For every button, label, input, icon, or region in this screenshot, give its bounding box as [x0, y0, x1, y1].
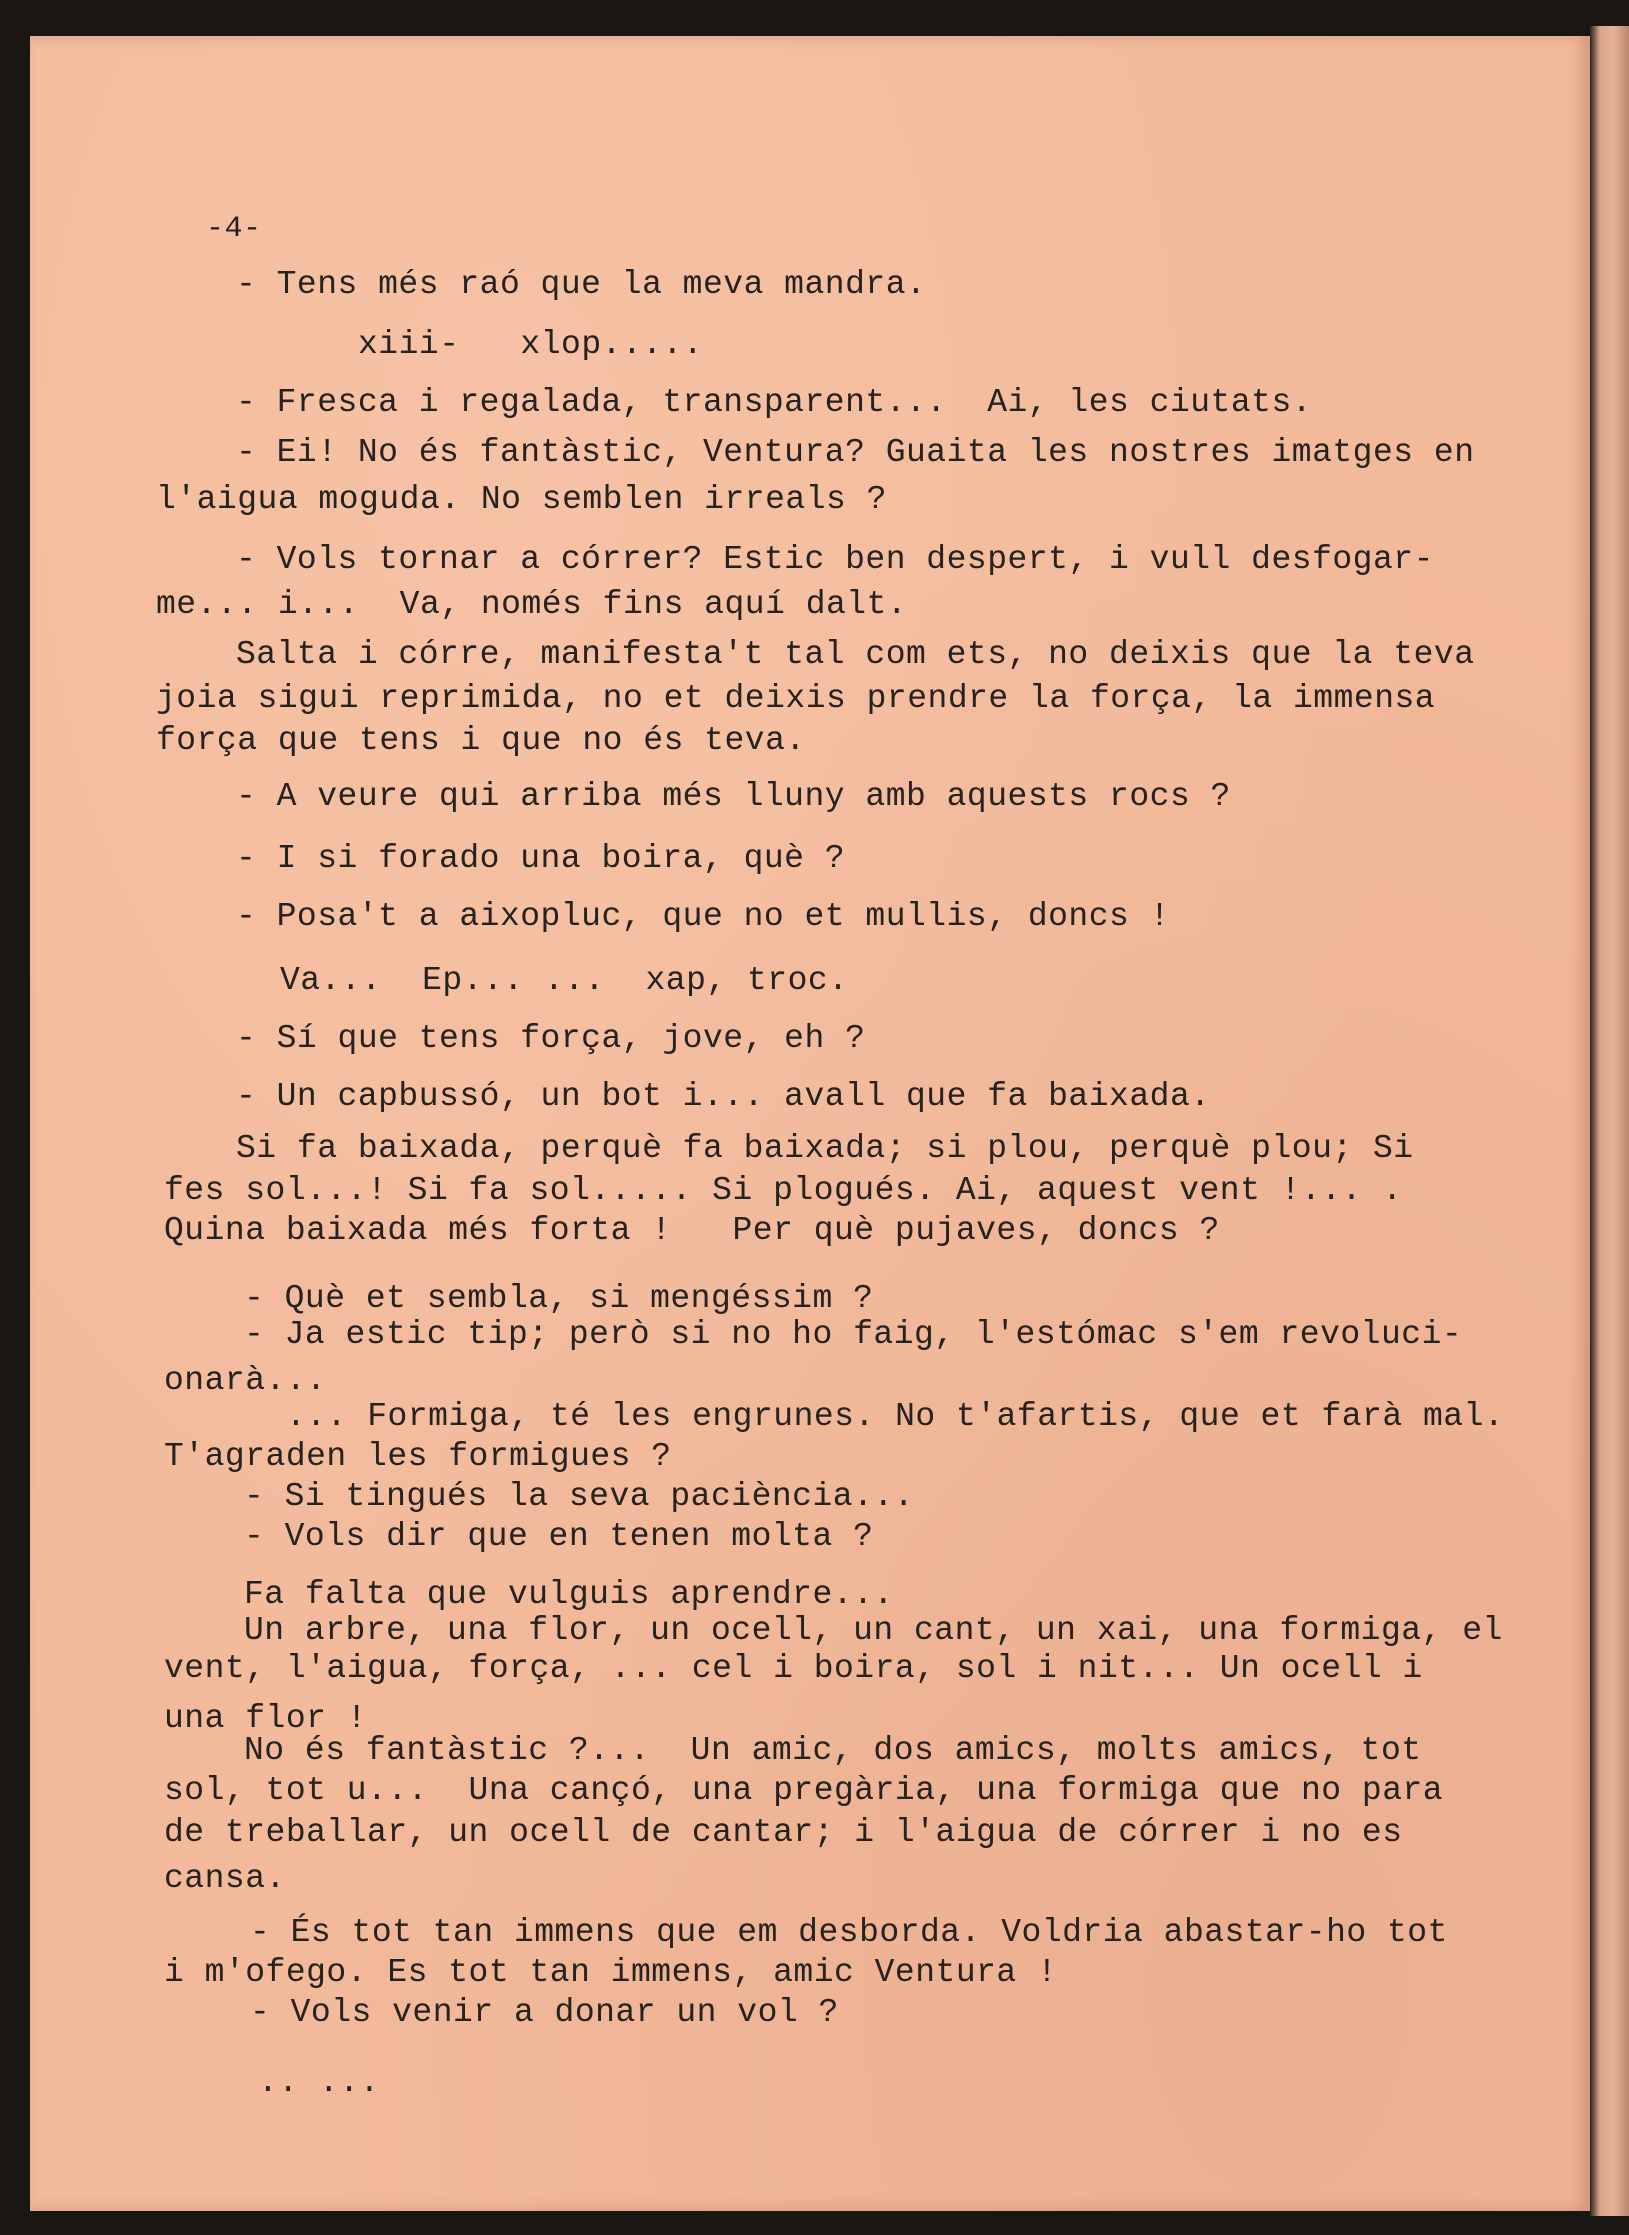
text-line: - És tot tan immens que em desborda. Voldria abastar-ho tot [250, 1914, 1448, 1951]
text-line: - Sí que tens força, jove, eh ? [236, 1020, 866, 1057]
text-line: Un arbre, una flor, un ocell, un cant, un xai, una formiga, el [244, 1612, 1503, 1649]
text-line: Fa falta que vulguis aprendre... [244, 1576, 894, 1613]
text-line: - Fresca i regalada, transparent... Ai, les ciutats. [236, 384, 1313, 421]
text-line: - Què et sembla, si mengéssim ? [244, 1280, 874, 1317]
text-line: - Ei! No és fantàstic, Ventura? Guaita les nostres imatges en [236, 434, 1475, 471]
text-line: Va... Ep... ... xap, troc. [280, 962, 849, 999]
text-line: - Vols dir que en tenen molta ? [244, 1518, 874, 1555]
text-line: - Vols tornar a córrer? Estic ben despert, i vull desfogar- [236, 541, 1434, 578]
text-line: T'agraden les formigues ? [164, 1438, 672, 1475]
text-line: - Un capbussó, un bot i... avall que fa baixada. [236, 1078, 1211, 1115]
text-line: - Vols venir a donar un vol ? [250, 1994, 839, 2031]
text-line: sol, tot u... Una cançó, una pregària, una formiga que no para [164, 1772, 1444, 1809]
text-line: - Tens més raó que la meva mandra. [236, 266, 927, 303]
text-line: vent, l'aigua, força, ... cel i boira, sol i nit... Un ocell i [164, 1650, 1423, 1687]
text-line: ... Formiga, té les engrunes. No t'afartis, que et farà mal. [286, 1398, 1505, 1435]
text-line: i m'ofego. Es tot tan immens, amic Ventura ! [164, 1954, 1058, 1991]
text-line: Salta i córre, manifesta't tal com ets, no deixis que la teva [236, 636, 1475, 673]
text-line: Si fa baixada, perquè fa baixada; si plou, perquè plou; Si [236, 1130, 1414, 1167]
text-line: - I si forado una boira, què ? [236, 840, 846, 877]
text-line: fes sol...! Si fa sol..... Si plogués. Ai, aquest vent !... . [164, 1172, 1403, 1209]
text-line: l'aigua moguda. No semblen irreals ? [156, 481, 887, 518]
text-line: cansa. [164, 1860, 286, 1897]
text-line: me... i... Va, només fins aquí dalt. [156, 586, 908, 623]
text-line: una flor ! [164, 1700, 368, 1737]
text-line: - Ja estic tip; però si no ho faig, l'estómac s'em revoluci- [244, 1316, 1463, 1353]
text-line: xiii- xlop..... [358, 326, 704, 363]
page-number: -4- [206, 212, 262, 246]
text-line: - Posa't a aixopluc, que no et mullis, doncs ! [236, 898, 1170, 935]
book-gutter [1590, 26, 1629, 2216]
text-line: - A veure qui arriba més lluny amb aquests rocs ? [236, 778, 1231, 815]
text-line: de treballar, un ocell de cantar; i l'aigua de córrer i no es [164, 1814, 1403, 1851]
text-line: .. ... [258, 2064, 380, 2101]
text-line: força que tens i que no és teva. [156, 722, 806, 759]
text-line: onarà... [164, 1362, 327, 1399]
text-line: No és fantàstic ?... Un amic, dos amics, molts amics, tot [244, 1732, 1422, 1769]
text-line: Quina baixada més forta ! Per què pujaves, doncs ? [164, 1212, 1220, 1249]
text-line: - Si tingués la seva paciència... [244, 1478, 915, 1515]
text-line: joia sigui reprimida, no et deixis prendre la força, la immensa [156, 680, 1436, 717]
